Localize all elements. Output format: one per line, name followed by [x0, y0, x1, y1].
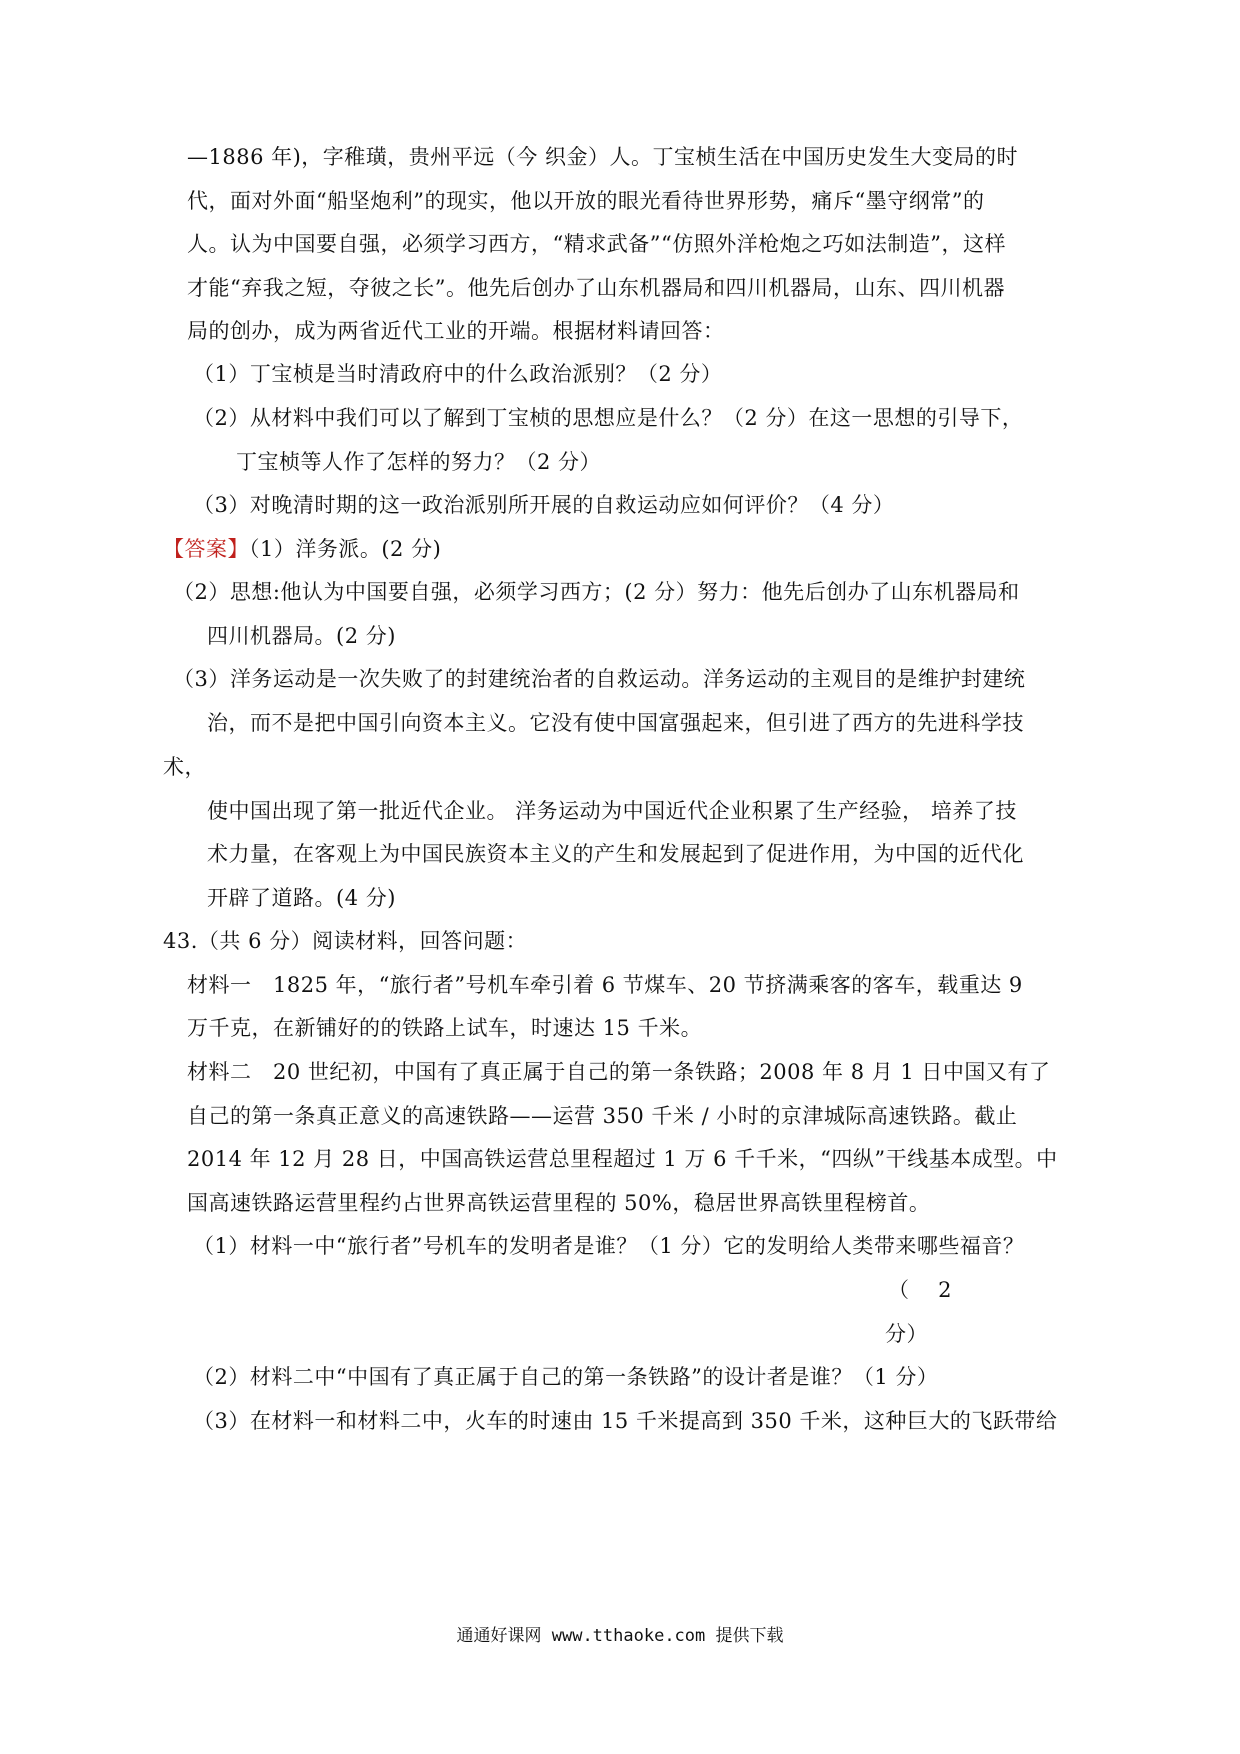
- q43-material1-line1: 材料一 1825 年，“旅行者”号机车牵引着 6 节煤车、20 节挤满乘客的客车，载重达 9: [187, 973, 1023, 997]
- q43-sub1-line3: 分）: [885, 1322, 928, 1346]
- answer-3-line1: （3）洋务运动是一次失败了的封建统治者的自救运动。洋务运动的主观目的是维护封建统: [173, 667, 1026, 691]
- answer-2-line2: 四川机器局。(2 分): [207, 624, 396, 648]
- q42-sub2-line1: （2）从材料中我们可以了解到丁宝桢的思想应是什么？（2 分）在这一思想的引导下，: [193, 406, 1024, 430]
- intro-line-2: 代，面对外面“船坚炮利”的现实，他以开放的眼光看待世界形势，痛斥“墨守纲常”的: [187, 189, 985, 213]
- intro-line-3: 人。认为中国要自强，必须学习西方，“精求武备”“仿照外洋枪炮之巧如法制造”，这样: [187, 232, 1006, 256]
- answer-1: （1）洋务派。(2 分): [249, 537, 442, 561]
- q43-material2-line1: 材料二 20 世纪初，中国有了真正属于自己的第一条铁路；2008 年 8 月 1 日中国又有了: [187, 1060, 1051, 1084]
- answer-3-line2: 治，而不是把中国引向资本主义。它没有使中国富强起来，但引进了西方的先进科学技: [207, 711, 1024, 735]
- answer-2-line1: （2）思想:他认为中国要自强，必须学习西方；(2 分）努力：他先后创办了山东机器局和: [173, 580, 1020, 604]
- answer-3-line4: 使中国出现了第一批近代企业。 洋务运动为中国近代企业积累了生产经验， 培养了技: [207, 799, 1017, 823]
- intro-line-5: 局的创办，成为两省近代工业的开端。根据材料请回答：: [187, 319, 725, 343]
- q43-material2-line4: 国高速铁路运营里程约占世界高铁运营里程的 50%，稳居世界高铁里程榜首。: [187, 1191, 931, 1215]
- q42-sub1: （1）丁宝桢是当时清政府中的什么政治派别？（2 分）: [193, 362, 723, 386]
- intro-line-4: 才能“弃我之短，夺彼之长”。他先后创办了山东机器局和四川机器局，山东、四川机器: [187, 276, 1005, 300]
- q42-sub3: （3）对晚清时期的这一政治派别所开展的自救运动应如何评价？（4 分）: [193, 493, 895, 517]
- answer-3-line5: 术力量，在客观上为中国民族资本主义的产生和发展起到了促进作用，为中国的近代化: [207, 842, 1024, 866]
- page-footer: 通通好课网 www.tthaoke.com 提供下载: [456, 1626, 784, 1646]
- q43-sub3-line1: （3）在材料一和材料二中，火车的时速由 15 千米提高到 350 千米，这种巨大的飞跃带给: [193, 1409, 1058, 1433]
- intro-line-1: —1886 年)，字稚璜，贵州平远（今 织金）人。丁宝桢生活在中国历史发生大变局的时: [187, 145, 1018, 169]
- answer-3-line3: 术，: [163, 755, 206, 779]
- q43-heading: 43.（共 6 分）阅读材料，回答问题：: [163, 929, 528, 953]
- q43-sub1-line1: （1）材料一中“旅行者”号机车的发明者是谁？（1 分）它的发明给人类带来哪些福音？: [193, 1234, 1025, 1258]
- q43-sub2: （2）材料二中“中国有了真正属于自己的第一条铁路”的设计者是谁？（1 分）: [193, 1365, 939, 1389]
- q43-material2-line3: 2014 年 12 月 28 日，中国高铁运营总里程超过 1 万 6 千千米，“四纵”干线基本成型。中: [187, 1147, 1058, 1171]
- answer-3-line6: 开辟了道路。(4 分): [207, 886, 396, 910]
- answer-line-1: [163, 534, 441, 564]
- q43-material1-line2: 万千克，在新铺好的的铁路上试车，时速达 15 千米。: [187, 1016, 703, 1040]
- q43-material2-line2: 自己的第一条真正意义的高速铁路——运营 350 千米 / 小时的京津城际高速铁路。截止: [187, 1104, 1018, 1128]
- answer-tag: 【答案】: [163, 537, 249, 561]
- q42-sub2-line2: 丁宝桢等人作了怎样的努力？（2 分）: [236, 450, 602, 474]
- q43-sub1-line2: （ 2: [888, 1278, 953, 1302]
